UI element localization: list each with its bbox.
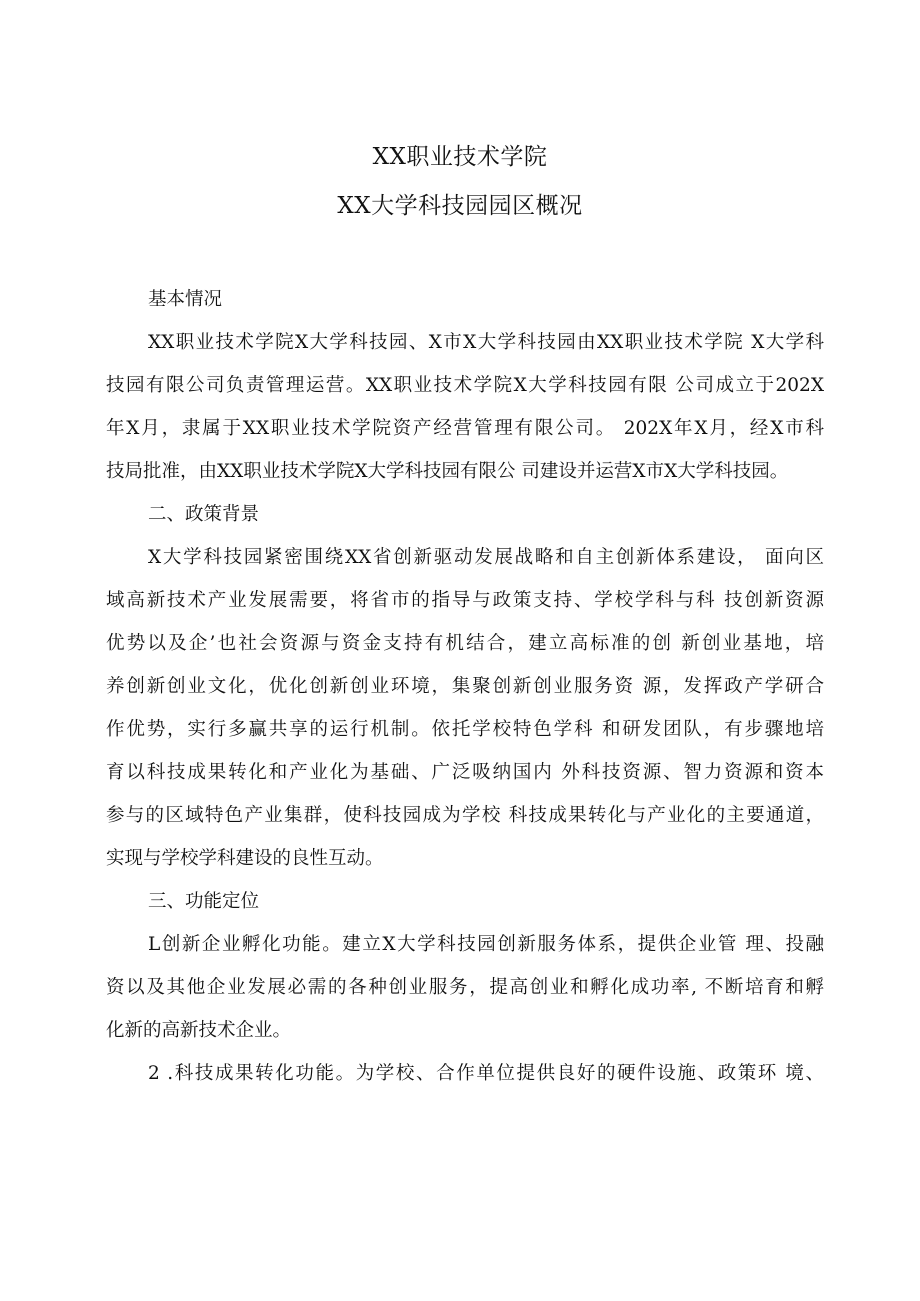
paragraph [106, 321, 824, 493]
text-line: L创新企业孵化功能。建立X大学科技园创新服务体系，提供企业管 理、投融 [148, 934, 824, 955]
text-line: 年X月，隶属于XX职业技术学院资产经营管理有限公司。 202X年X月，经X市科 [106, 418, 824, 439]
document-title-main: XX大学科技园园区概况 [337, 193, 583, 219]
text-line: 优势以及企’也社会资源与资金支持有机结合，建立高标准的创 新创业基地，培 [106, 633, 824, 654]
text-line: 养创新创业文化，优化创新创业环境，集聚创新创业服务资 源，发挥政产学研合 [106, 676, 824, 697]
text-line: 化新的高新技术企业。 [106, 1020, 292, 1041]
text-line: 育以科技成果转化和产业化为基础、广泛吸纳国内 外科技资源、智力资源和资本 [106, 762, 824, 783]
text-line: 技园有限公司负责管理运营。XX职业技术学院X大学科技园有限 公司成立于202X [106, 375, 824, 396]
section-heading-function-positioning: 三、功能定位 [148, 891, 260, 912]
paragraph [106, 923, 824, 1052]
section-heading-policy-background: 二、政策背景 [148, 504, 260, 525]
text-line: 参与的区域特色产业集群，使科技园成为学校 科技成果转化与产业化的主要通道， [106, 805, 824, 826]
text-line: XX职业技术学院X大学科技园、X市X大学科技园由XX职业技术学院 X大学科 [148, 332, 824, 353]
text-line: 作优势，实行多赢共享的运行机制。依托学校特色学科 和研发团队，有步骤地培 [106, 719, 824, 740]
text-line: 域高新技术产业发展需要，将省市的指导与政策支持、学校学科与科 技创新资源 [106, 590, 824, 611]
paragraph [106, 536, 824, 880]
paragraph [106, 1052, 824, 1095]
section-heading-basic-info: 基本情况 [148, 289, 223, 310]
text-line: 资以及其他企业发展必需的各种创业服务，提高创业和孵化成功率, 不断培育和孵 [106, 977, 824, 998]
document-title-institution: XX职业技术学院 [372, 144, 548, 170]
text-line: 实现与学校学科建设的良性互动。 [106, 848, 384, 869]
text-line: 技局批准，由XX职业技术学院X大学科技园有限公 司建设并运营X市X大学科技园。 [106, 461, 789, 482]
text-line: X大学科技园紧密围绕XX省创新驱动发展战略和自主创新体系建设， 面向区 [148, 547, 824, 568]
document-body [106, 278, 824, 1095]
text-line: 2 .科技成果转化功能。为学校、合作单位提供良好的硬件设施、政策环 境、 [148, 1063, 824, 1084]
